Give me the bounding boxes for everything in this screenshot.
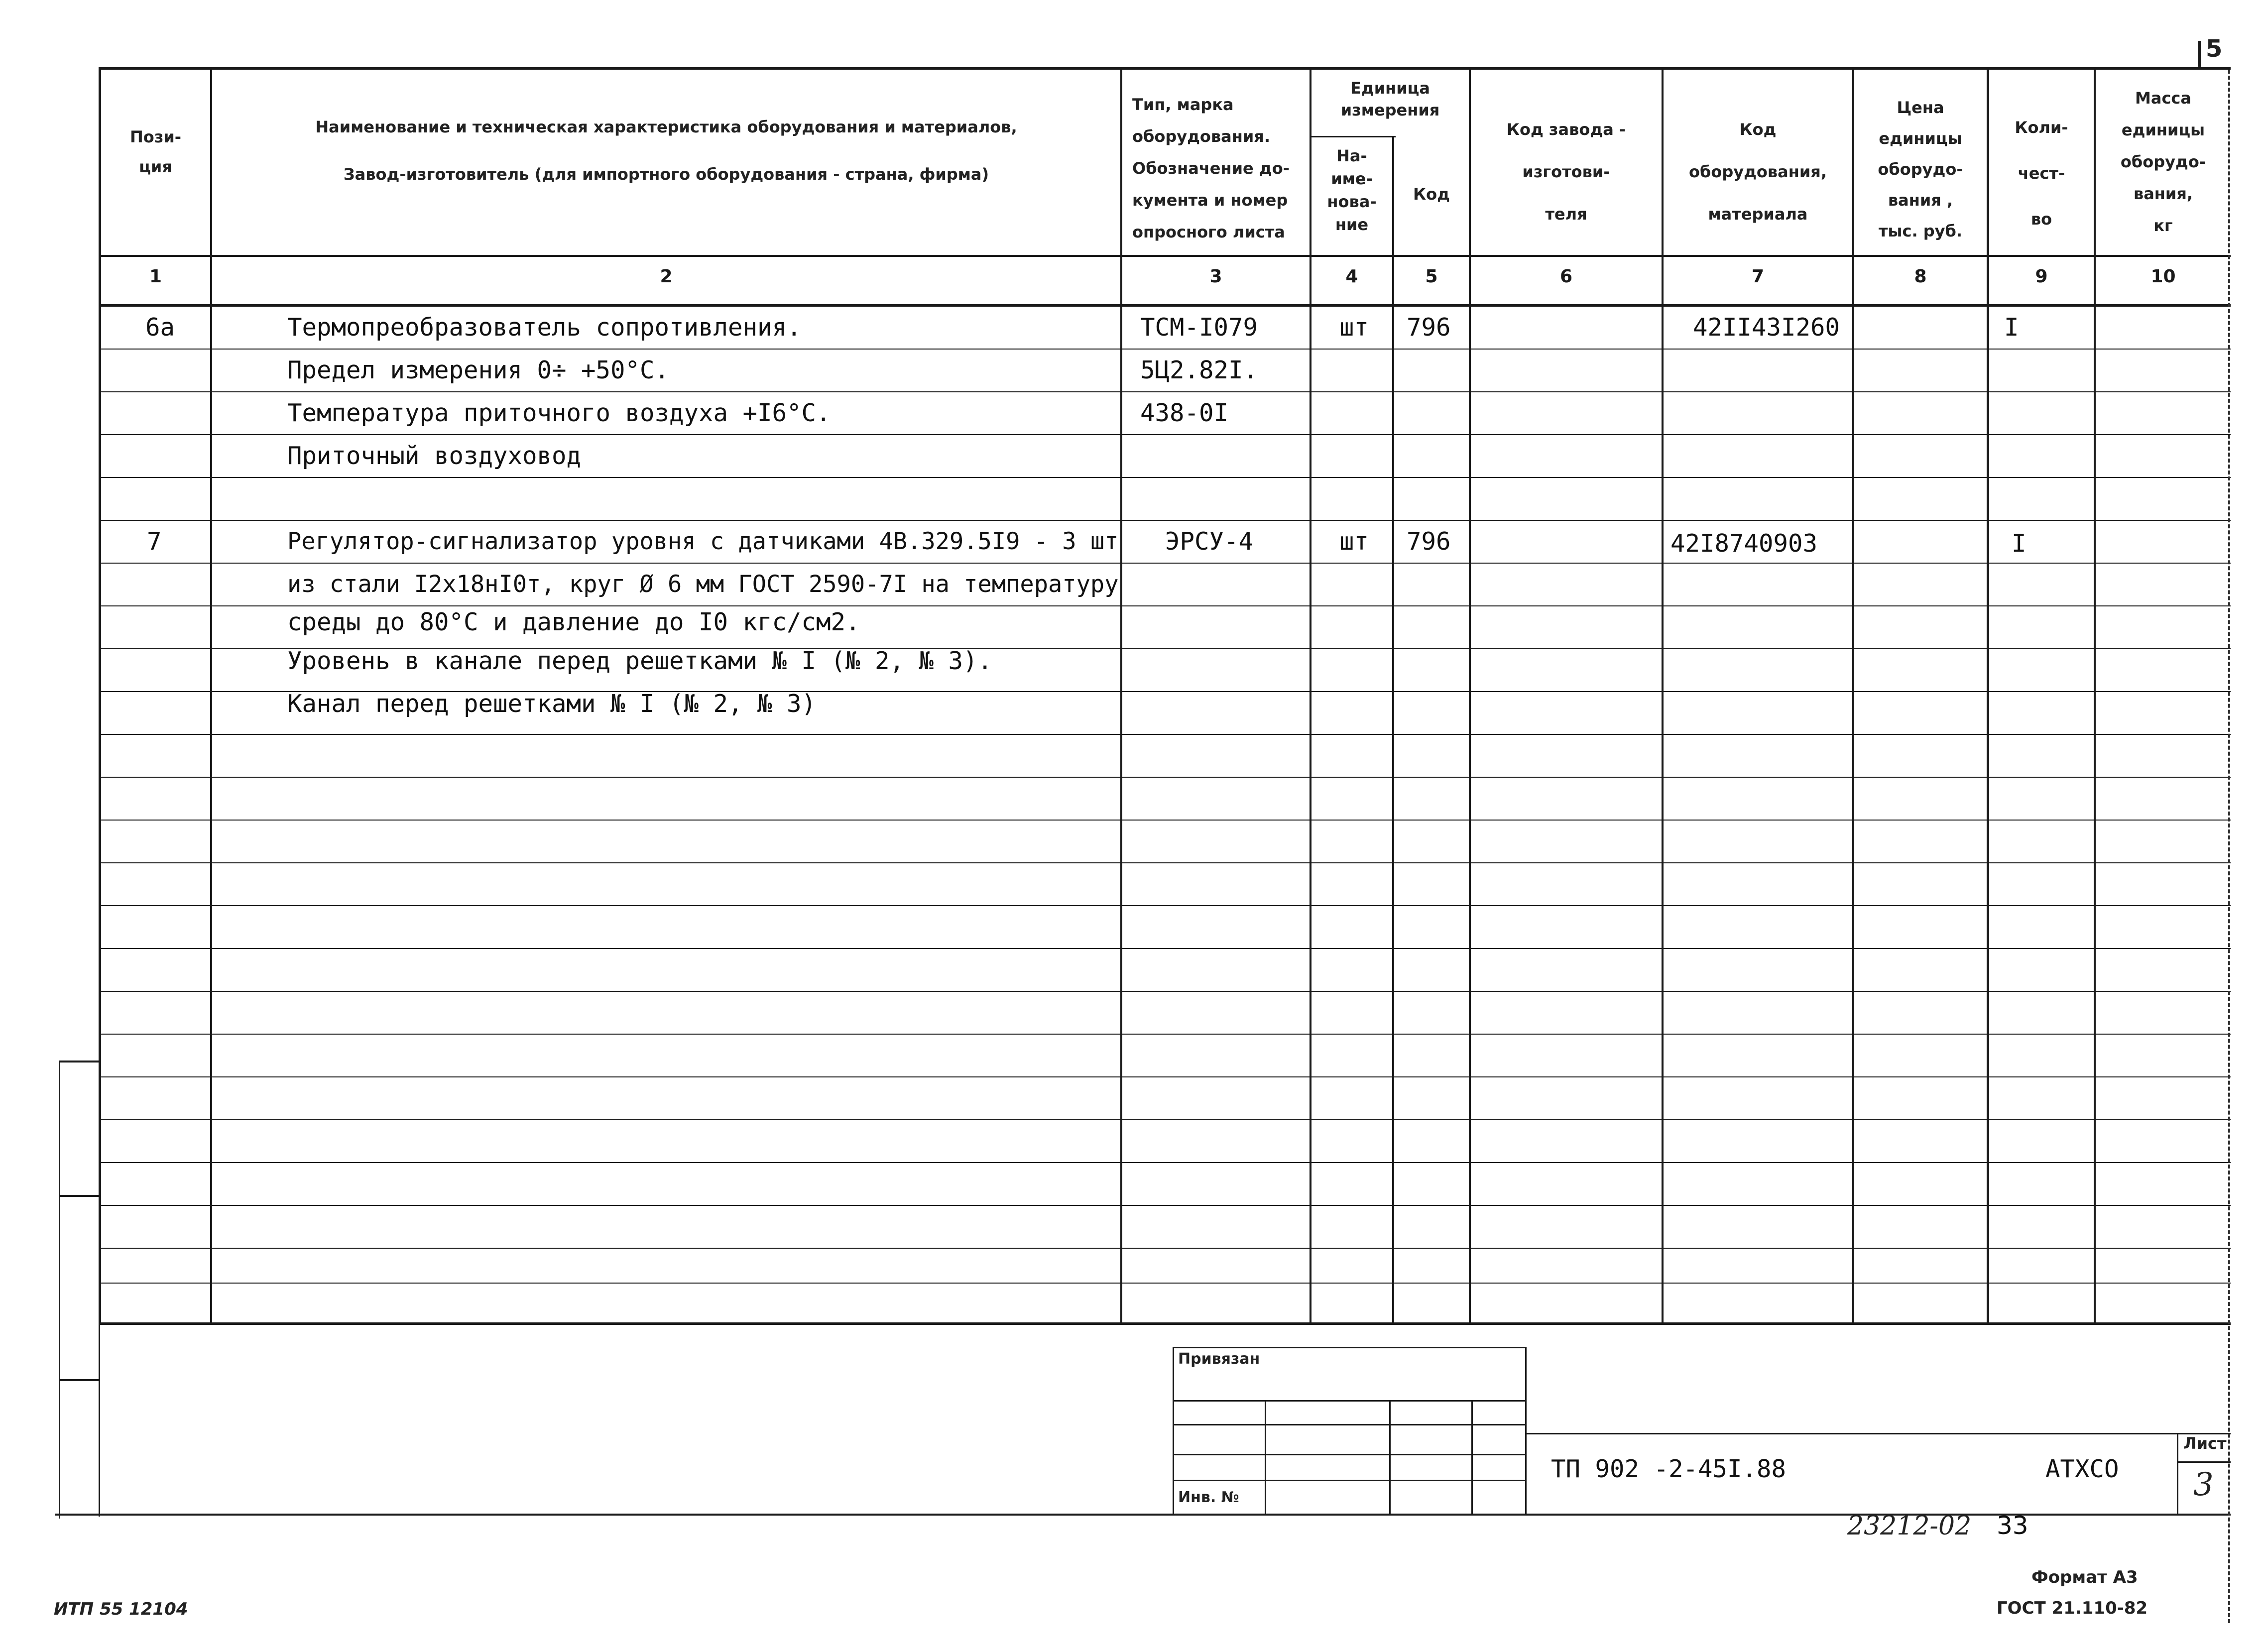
column-number: 9 bbox=[2035, 266, 2048, 287]
corner-mark: 5 bbox=[2206, 35, 2223, 63]
sheet-label: Лист bbox=[2183, 1434, 2227, 1453]
row-unit: шт bbox=[1339, 313, 1369, 342]
document-code: ТП 902 -2-45I.88 bbox=[1551, 1455, 1787, 1483]
column-number: 4 bbox=[1345, 266, 1358, 287]
column-number: 10 bbox=[2150, 266, 2176, 287]
right-edge-line bbox=[2228, 70, 2230, 1623]
row-name: Температура приточного воздуха +I6°С. bbox=[287, 399, 831, 427]
row-name: Термопреобразователь сопротивления. bbox=[287, 313, 802, 342]
column-number: 5 bbox=[1425, 266, 1438, 287]
header-maker-code: Код завода - изготови- теля bbox=[1506, 120, 1626, 224]
header-mass: Масса единицы оборудо- вания, кг bbox=[2120, 89, 2206, 235]
page-number: 33 bbox=[1997, 1511, 2028, 1540]
row-name: Канал перед решетками № I (№ 2, № 3) bbox=[287, 690, 817, 718]
print-code: ИТП 55 12104 bbox=[54, 1599, 188, 1619]
row-name: Уровень в канале перед решетками № I (№ 2, № 3). bbox=[287, 647, 993, 675]
row-quantity: I bbox=[2012, 529, 2026, 558]
row-equipment-code: 42II43I260 bbox=[1693, 313, 1840, 342]
sheet-number: 3 bbox=[2193, 1466, 2214, 1503]
header-quantity: Коли- чест- во bbox=[2015, 118, 2068, 229]
column-number: 7 bbox=[1751, 266, 1765, 287]
header-unit-name: На- име- нова- ние bbox=[1327, 146, 1377, 234]
header-position: Пози- ция bbox=[129, 127, 182, 176]
row-name: Регулятор-сигнализатор уровня с датчиками 4В.329.5I9 - 3 шт bbox=[287, 528, 1119, 555]
row-quantity: I bbox=[2004, 313, 2019, 342]
row-name: Предел измерения 0÷ +50°С. bbox=[287, 356, 670, 384]
row-type: ЭРСУ-4 bbox=[1165, 527, 1254, 556]
column-number: 2 bbox=[660, 266, 673, 287]
column-number: 6 bbox=[1559, 266, 1573, 287]
header-equipment-code: Код оборудования, материала bbox=[1689, 120, 1827, 224]
row-equipment-code: 42I8740903 bbox=[1670, 529, 1818, 558]
header-name-line1: Наименование и техническая характеристика оборудования и материалов, bbox=[315, 118, 1017, 136]
row-position: 6а bbox=[145, 313, 175, 342]
row-type: ТСМ-I079 bbox=[1140, 313, 1258, 342]
column-number: 3 bbox=[1209, 266, 1222, 287]
row-name: среды до 80°С и давление до I0 кгс/см2. bbox=[287, 608, 860, 636]
section-code: АТХСО bbox=[2045, 1455, 2119, 1483]
format-label: Формат А3 bbox=[2031, 1567, 2138, 1587]
row-type: 5Ц2.82I. bbox=[1140, 356, 1258, 384]
row-unit-code: 796 bbox=[1407, 527, 1451, 556]
row-position: 7 bbox=[147, 527, 162, 556]
column-number: 1 bbox=[149, 266, 162, 287]
header-unit-code: Код bbox=[1413, 185, 1450, 204]
row-name: Приточный воздуховод bbox=[287, 442, 582, 470]
column-number: 8 bbox=[1914, 266, 1927, 287]
row-unit-code: 796 bbox=[1407, 313, 1451, 342]
handwritten-number: 23212-02 bbox=[1847, 1511, 1972, 1541]
gost-label: ГОСТ 21.110-82 bbox=[1997, 1598, 2148, 1618]
row-type: 438-0I bbox=[1140, 399, 1229, 427]
header-name-line2: Завод-изготовитель (для импортного оборудования - страна, фирма) bbox=[343, 165, 989, 184]
inv-number-label: Инв. № bbox=[1178, 1489, 1239, 1506]
privyazan-label: Привязан bbox=[1178, 1350, 1260, 1368]
row-name: из стали I2х18нI0т, круг Ø 6 мм ГОСТ 2590-7I на температуру bbox=[287, 571, 1119, 598]
header-unit-group: Единица измерения bbox=[1340, 79, 1440, 119]
row-unit: шт bbox=[1339, 527, 1369, 556]
header-price: Цена единицы оборудо- вания , тыс. руб. bbox=[1878, 98, 1963, 240]
header-type: Тип, марка оборудования. Обозначение до- кумента и номер опросного листа bbox=[1132, 95, 1290, 241]
